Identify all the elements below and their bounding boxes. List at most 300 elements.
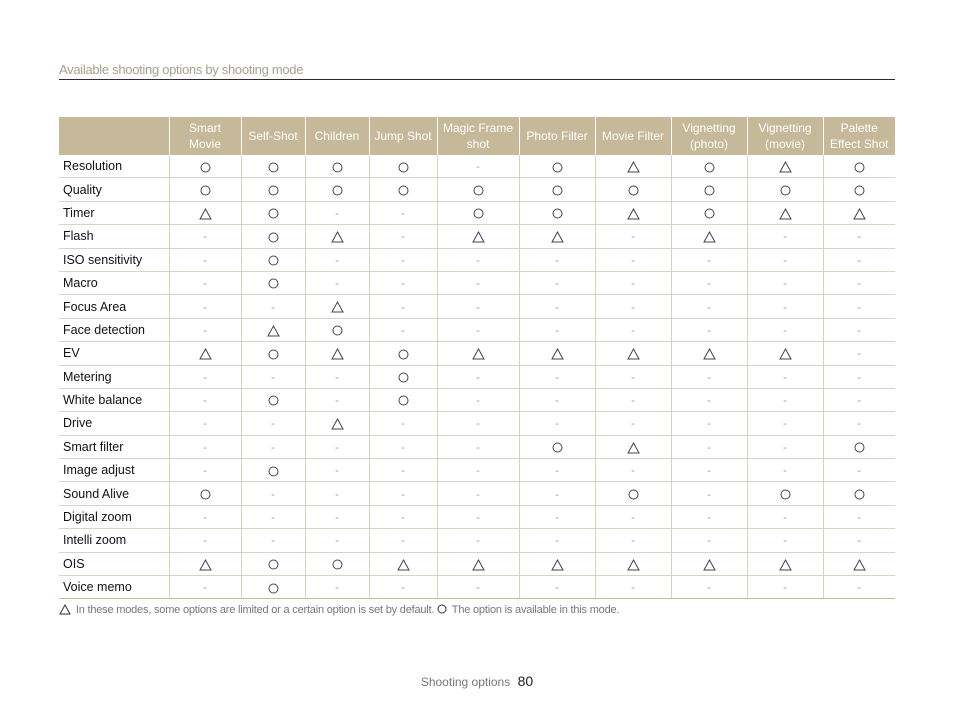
table-cell [823, 178, 895, 201]
table-row [59, 412, 895, 435]
table-cell [437, 505, 519, 528]
table-cell [169, 295, 241, 318]
not-available-dash: - [271, 371, 275, 384]
not-available-dash: - [857, 301, 862, 314]
not-available-dash: - [707, 441, 711, 454]
not-available-dash: - [707, 418, 711, 431]
table-row [59, 576, 895, 599]
not-available-dash: - [401, 301, 405, 314]
table-cell [241, 155, 305, 178]
table-cell [823, 505, 895, 528]
not-available-dash: - [203, 324, 207, 337]
row-label: OIS [59, 552, 169, 575]
table-cell [747, 505, 823, 528]
table-cell [305, 505, 369, 528]
circle-icon [437, 604, 447, 614]
circle-icon [268, 232, 279, 243]
not-available-dash: - [857, 582, 862, 595]
table-cell [519, 318, 595, 341]
table-cell [437, 482, 519, 505]
row-label: Focus Area [59, 295, 169, 318]
not-available-dash: - [203, 301, 207, 314]
table-cell [595, 318, 671, 341]
row-label: Face detection [59, 318, 169, 341]
table-cell [369, 271, 437, 294]
table-cell [437, 271, 519, 294]
table-cell [595, 271, 671, 294]
not-available-dash: - [857, 395, 862, 408]
column-header: Photo Filter [519, 117, 595, 155]
triangle-icon [472, 231, 485, 243]
triangle-icon [779, 208, 792, 220]
not-available-dash: - [707, 488, 711, 501]
page-footer [0, 673, 954, 689]
footnote [59, 604, 895, 616]
not-available-dash: - [707, 278, 711, 291]
not-available-dash: - [857, 254, 862, 267]
table-cell [241, 271, 305, 294]
table-cell [671, 529, 747, 552]
table-cell [519, 388, 595, 411]
triangle-icon [551, 559, 564, 571]
table-cell [305, 552, 369, 575]
not-available-dash: - [476, 254, 480, 267]
table-cell [519, 576, 595, 599]
not-available-dash: - [783, 441, 787, 454]
table-cell [437, 552, 519, 575]
row-label: Resolution [59, 155, 169, 178]
table-cell [671, 435, 747, 458]
table-cell [519, 295, 595, 318]
table-cell [369, 505, 437, 528]
table-cell [437, 342, 519, 365]
not-available-dash: - [401, 488, 405, 501]
table-cell [241, 178, 305, 201]
table-cell [671, 412, 747, 435]
not-available-dash: - [631, 254, 635, 267]
table-cell [169, 155, 241, 178]
table-cell [595, 225, 671, 248]
table-cell [241, 225, 305, 248]
not-available-dash: - [401, 582, 405, 595]
row-label: Intelli zoom [59, 529, 169, 552]
page-heading: Available shooting options by shooting mode [59, 62, 895, 80]
triangle-icon [199, 559, 212, 571]
not-available-dash: - [783, 254, 787, 267]
row-label: Timer [59, 201, 169, 224]
table-cell [241, 576, 305, 599]
not-available-dash: - [631, 512, 635, 525]
table-cell [241, 248, 305, 271]
triangle-icon [331, 348, 344, 360]
table-cell [305, 318, 369, 341]
triangle-icon [779, 348, 792, 360]
circle-icon [332, 559, 343, 570]
not-available-dash: - [555, 418, 559, 431]
table-cell [671, 342, 747, 365]
table-cell [241, 482, 305, 505]
table-cell [169, 435, 241, 458]
table-cell [747, 365, 823, 388]
circle-icon [268, 466, 279, 477]
not-available-dash: - [783, 231, 787, 244]
table-cell [437, 435, 519, 458]
triangle-icon [627, 208, 640, 220]
row-label: EV [59, 342, 169, 365]
circle-icon [552, 442, 563, 453]
table-cell [369, 576, 437, 599]
table-cell [169, 388, 241, 411]
column-header: Jump Shot [369, 117, 437, 155]
table-header-row [59, 117, 895, 155]
table-cell [595, 178, 671, 201]
circle-icon [268, 208, 279, 219]
table-cell [671, 482, 747, 505]
table-cell [369, 482, 437, 505]
table-cell [747, 342, 823, 365]
table-cell [671, 505, 747, 528]
table-cell [369, 529, 437, 552]
table-cell [747, 552, 823, 575]
table-cell [437, 248, 519, 271]
table-row [59, 248, 895, 271]
table-row [59, 459, 895, 482]
table-cell [823, 576, 895, 599]
not-available-dash: - [707, 371, 711, 384]
table-cell [519, 201, 595, 224]
table-row [59, 505, 895, 528]
table-cell [671, 271, 747, 294]
not-available-dash: - [335, 278, 339, 291]
column-header: Children [305, 117, 369, 155]
table-cell [747, 178, 823, 201]
not-available-dash: - [335, 465, 339, 478]
not-available-dash: - [857, 231, 862, 244]
not-available-dash: - [335, 488, 339, 501]
circle-icon [268, 559, 279, 570]
row-label: Digital zoom [59, 505, 169, 528]
not-available-dash: - [707, 324, 711, 337]
circle-icon [628, 185, 639, 196]
table-cell [369, 459, 437, 482]
table-cell [305, 388, 369, 411]
triangle-icon [551, 348, 564, 360]
circle-icon [552, 162, 563, 173]
not-available-dash: - [335, 371, 339, 384]
table-cell [169, 459, 241, 482]
table-cell [241, 529, 305, 552]
table-cell [671, 459, 747, 482]
triangle-icon [627, 442, 640, 454]
table-cell [823, 365, 895, 388]
table-cell [169, 178, 241, 201]
column-header: Vignetting (photo) [671, 117, 747, 155]
not-available-dash: - [271, 535, 275, 548]
table-cell [747, 271, 823, 294]
table-cell [169, 412, 241, 435]
not-available-dash: - [707, 512, 711, 525]
not-available-dash: - [203, 418, 207, 431]
table-cell [169, 342, 241, 365]
not-available-dash: - [555, 488, 559, 501]
table-cell [169, 576, 241, 599]
table-cell [595, 435, 671, 458]
table-cell [671, 318, 747, 341]
triangle-icon [779, 161, 792, 173]
table-cell [241, 552, 305, 575]
table-cell [747, 225, 823, 248]
not-available-dash: - [631, 582, 635, 595]
table-cell [747, 155, 823, 178]
table-cell [595, 295, 671, 318]
header-corner [59, 117, 169, 155]
not-available-dash: - [555, 254, 559, 267]
table-row [59, 342, 895, 365]
table-cell [369, 201, 437, 224]
not-available-dash: - [476, 418, 480, 431]
not-available-dash: - [631, 231, 635, 244]
circle-icon [398, 372, 409, 383]
table-cell [595, 342, 671, 365]
table-cell [823, 552, 895, 575]
not-available-dash: - [335, 395, 339, 408]
table-cell [369, 552, 437, 575]
not-available-dash: - [203, 371, 207, 384]
not-available-dash: - [203, 278, 207, 291]
column-header: Vignetting (movie) [747, 117, 823, 155]
circle-icon [854, 162, 865, 173]
table-cell [747, 435, 823, 458]
table-cell [437, 365, 519, 388]
table-cell [747, 295, 823, 318]
not-available-dash: - [783, 301, 787, 314]
table-cell [747, 576, 823, 599]
table-cell [595, 248, 671, 271]
table-cell [519, 271, 595, 294]
not-available-dash: - [631, 278, 635, 291]
table-cell [369, 225, 437, 248]
not-available-dash: - [631, 418, 635, 431]
not-available-dash: - [631, 301, 635, 314]
triangle-icon [627, 348, 640, 360]
table-cell [169, 248, 241, 271]
table-cell [671, 388, 747, 411]
circle-icon [704, 185, 715, 196]
table-cell [823, 155, 895, 178]
triangle-icon [779, 559, 792, 571]
table-cell [823, 248, 895, 271]
column-header: Self-Shot [241, 117, 305, 155]
triangle-icon [627, 161, 640, 173]
triangle-icon [472, 559, 485, 571]
table-cell [241, 342, 305, 365]
not-available-dash: - [857, 278, 862, 291]
table-cell [369, 388, 437, 411]
circle-icon [628, 489, 639, 500]
not-available-dash: - [203, 582, 207, 595]
table-cell [519, 412, 595, 435]
not-available-dash: - [857, 512, 862, 525]
circle-icon [268, 185, 279, 196]
not-available-dash: - [631, 371, 635, 384]
triangle-icon [853, 559, 866, 571]
table-cell [169, 552, 241, 575]
not-available-dash: - [555, 512, 559, 525]
not-available-dash: - [476, 465, 480, 478]
table-cell [305, 482, 369, 505]
table-cell [437, 225, 519, 248]
table-cell [369, 178, 437, 201]
circle-icon [268, 255, 279, 266]
not-available-dash: - [555, 535, 559, 548]
row-label: Sound Alive [59, 482, 169, 505]
table-cell [823, 318, 895, 341]
triangle-icon [551, 231, 564, 243]
table-cell [671, 295, 747, 318]
row-label: ISO sensitivity [59, 248, 169, 271]
not-available-dash: - [203, 254, 207, 267]
not-available-dash: - [401, 324, 405, 337]
table-cell [671, 155, 747, 178]
not-available-dash: - [783, 395, 787, 408]
table-cell [241, 295, 305, 318]
table-cell [519, 342, 595, 365]
not-available-dash: - [401, 465, 405, 478]
not-available-dash: - [203, 231, 207, 244]
not-available-dash: - [783, 371, 787, 384]
triangle-icon [331, 231, 344, 243]
not-available-dash: - [857, 348, 862, 361]
not-available-dash: - [476, 324, 480, 337]
table-cell [437, 388, 519, 411]
not-available-dash: - [555, 371, 559, 384]
table-cell [519, 552, 595, 575]
table-cell [437, 412, 519, 435]
table-cell [823, 435, 895, 458]
table-cell [671, 178, 747, 201]
table-cell [241, 201, 305, 224]
table-cell [519, 529, 595, 552]
not-available-dash: - [401, 535, 405, 548]
table-cell [169, 225, 241, 248]
table-cell [747, 412, 823, 435]
not-available-dash: - [335, 254, 339, 267]
table-cell [519, 435, 595, 458]
table-cell [241, 365, 305, 388]
not-available-dash: - [857, 535, 862, 548]
table-cell [169, 318, 241, 341]
table-cell [595, 505, 671, 528]
not-available-dash: - [555, 301, 559, 314]
triangle-icon [397, 559, 410, 571]
not-available-dash: - [401, 207, 405, 220]
table-cell [823, 342, 895, 365]
table-cell [823, 271, 895, 294]
table-cell [595, 552, 671, 575]
circle-icon [398, 395, 409, 406]
table-cell [519, 505, 595, 528]
circle-icon [268, 395, 279, 406]
circle-icon [854, 489, 865, 500]
table-cell [169, 271, 241, 294]
triangle-icon [199, 348, 212, 360]
table-cell [369, 318, 437, 341]
table-cell [305, 155, 369, 178]
table-cell [823, 295, 895, 318]
column-header: Magic Frame shot [437, 117, 519, 155]
not-available-dash: - [271, 488, 275, 501]
table-cell [747, 459, 823, 482]
table-cell [671, 225, 747, 248]
circle-icon [552, 208, 563, 219]
circle-icon [332, 162, 343, 173]
not-available-dash: - [707, 301, 711, 314]
table-cell [169, 482, 241, 505]
not-available-dash: - [555, 582, 559, 595]
table-cell [823, 412, 895, 435]
table-cell [241, 459, 305, 482]
table-cell [241, 318, 305, 341]
table-cell [823, 388, 895, 411]
not-available-dash: - [401, 254, 405, 267]
circle-icon [398, 185, 409, 196]
table-cell [305, 225, 369, 248]
circle-icon [200, 185, 211, 196]
not-available-dash: - [476, 278, 480, 291]
row-label: Drive [59, 412, 169, 435]
table-cell [305, 435, 369, 458]
table-row [59, 225, 895, 248]
table-cell [437, 201, 519, 224]
not-available-dash: - [631, 324, 635, 337]
table-cell [595, 388, 671, 411]
not-available-dash: - [401, 512, 405, 525]
not-available-dash: - [203, 512, 207, 525]
table-cell [241, 505, 305, 528]
triangle-icon [59, 604, 71, 615]
not-available-dash: - [555, 324, 559, 337]
table-cell [671, 201, 747, 224]
table-cell [241, 435, 305, 458]
row-label: Macro [59, 271, 169, 294]
table-cell [671, 552, 747, 575]
table-cell [747, 248, 823, 271]
circle-icon [398, 162, 409, 173]
table-cell [305, 201, 369, 224]
row-label: Smart filter [59, 435, 169, 458]
table-cell [305, 248, 369, 271]
not-available-dash: - [707, 395, 711, 408]
row-label: Quality [59, 178, 169, 201]
footnote-circle-text: The option is available in this mode. [451, 604, 620, 616]
table-cell [369, 248, 437, 271]
not-available-dash: - [631, 465, 635, 478]
not-available-dash: - [335, 512, 339, 525]
table-cell [169, 365, 241, 388]
not-available-dash: - [203, 395, 207, 408]
not-available-dash: - [783, 278, 787, 291]
row-label: Metering [59, 365, 169, 388]
not-available-dash: - [203, 465, 207, 478]
circle-icon [268, 278, 279, 289]
not-available-dash: - [476, 395, 480, 408]
not-available-dash: - [476, 488, 480, 501]
table-cell [369, 342, 437, 365]
table-cell [747, 388, 823, 411]
not-available-dash: - [783, 324, 787, 337]
table-cell [437, 155, 519, 178]
table-cell [595, 201, 671, 224]
